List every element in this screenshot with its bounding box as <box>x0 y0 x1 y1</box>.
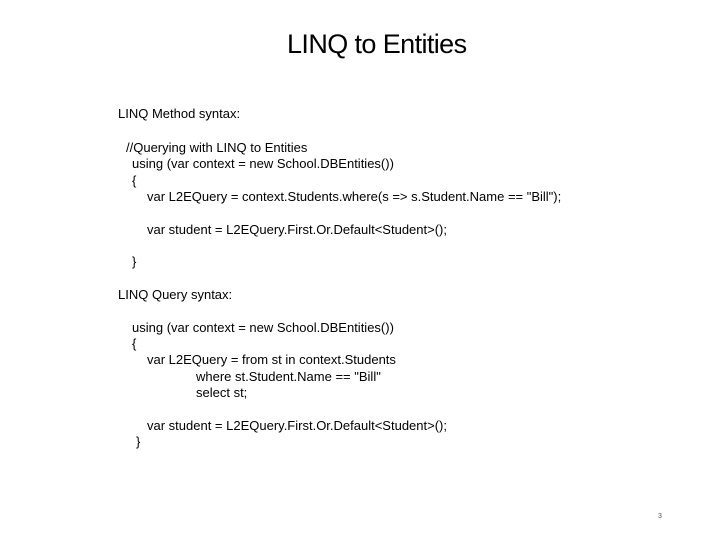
method-syntax-heading: LINQ Method syntax: <box>118 106 241 121</box>
slide-title: LINQ to Entities <box>287 29 467 59</box>
code-line: select st; <box>196 385 248 400</box>
code-line: using (var context = new School.DBEntities()) <box>132 156 394 171</box>
code-line: { <box>132 173 137 188</box>
code-line: var student = L2EQuery.First.Or.Default<Student>(); <box>147 222 447 237</box>
code-line: } <box>136 434 141 449</box>
page-number: 3 <box>658 513 662 520</box>
code-line: var student = L2EQuery.First.Or.Default<Student>(); <box>147 418 447 433</box>
code-line: var L2EQuery = from st in context.Students <box>147 352 396 367</box>
code-comment-line: //Querying with LINQ to Entities <box>126 140 308 155</box>
code-line: using (var context = new School.DBEntities()) <box>132 320 394 335</box>
query-syntax-heading: LINQ Query syntax: <box>118 287 233 302</box>
code-line: } <box>132 254 137 269</box>
code-line: where st.Student.Name == "Bill" <box>196 369 381 384</box>
code-line: { <box>132 336 137 351</box>
code-line: var L2EQuery = context.Students.where(s => s.Student.Name == "Bill"); <box>147 189 562 204</box>
